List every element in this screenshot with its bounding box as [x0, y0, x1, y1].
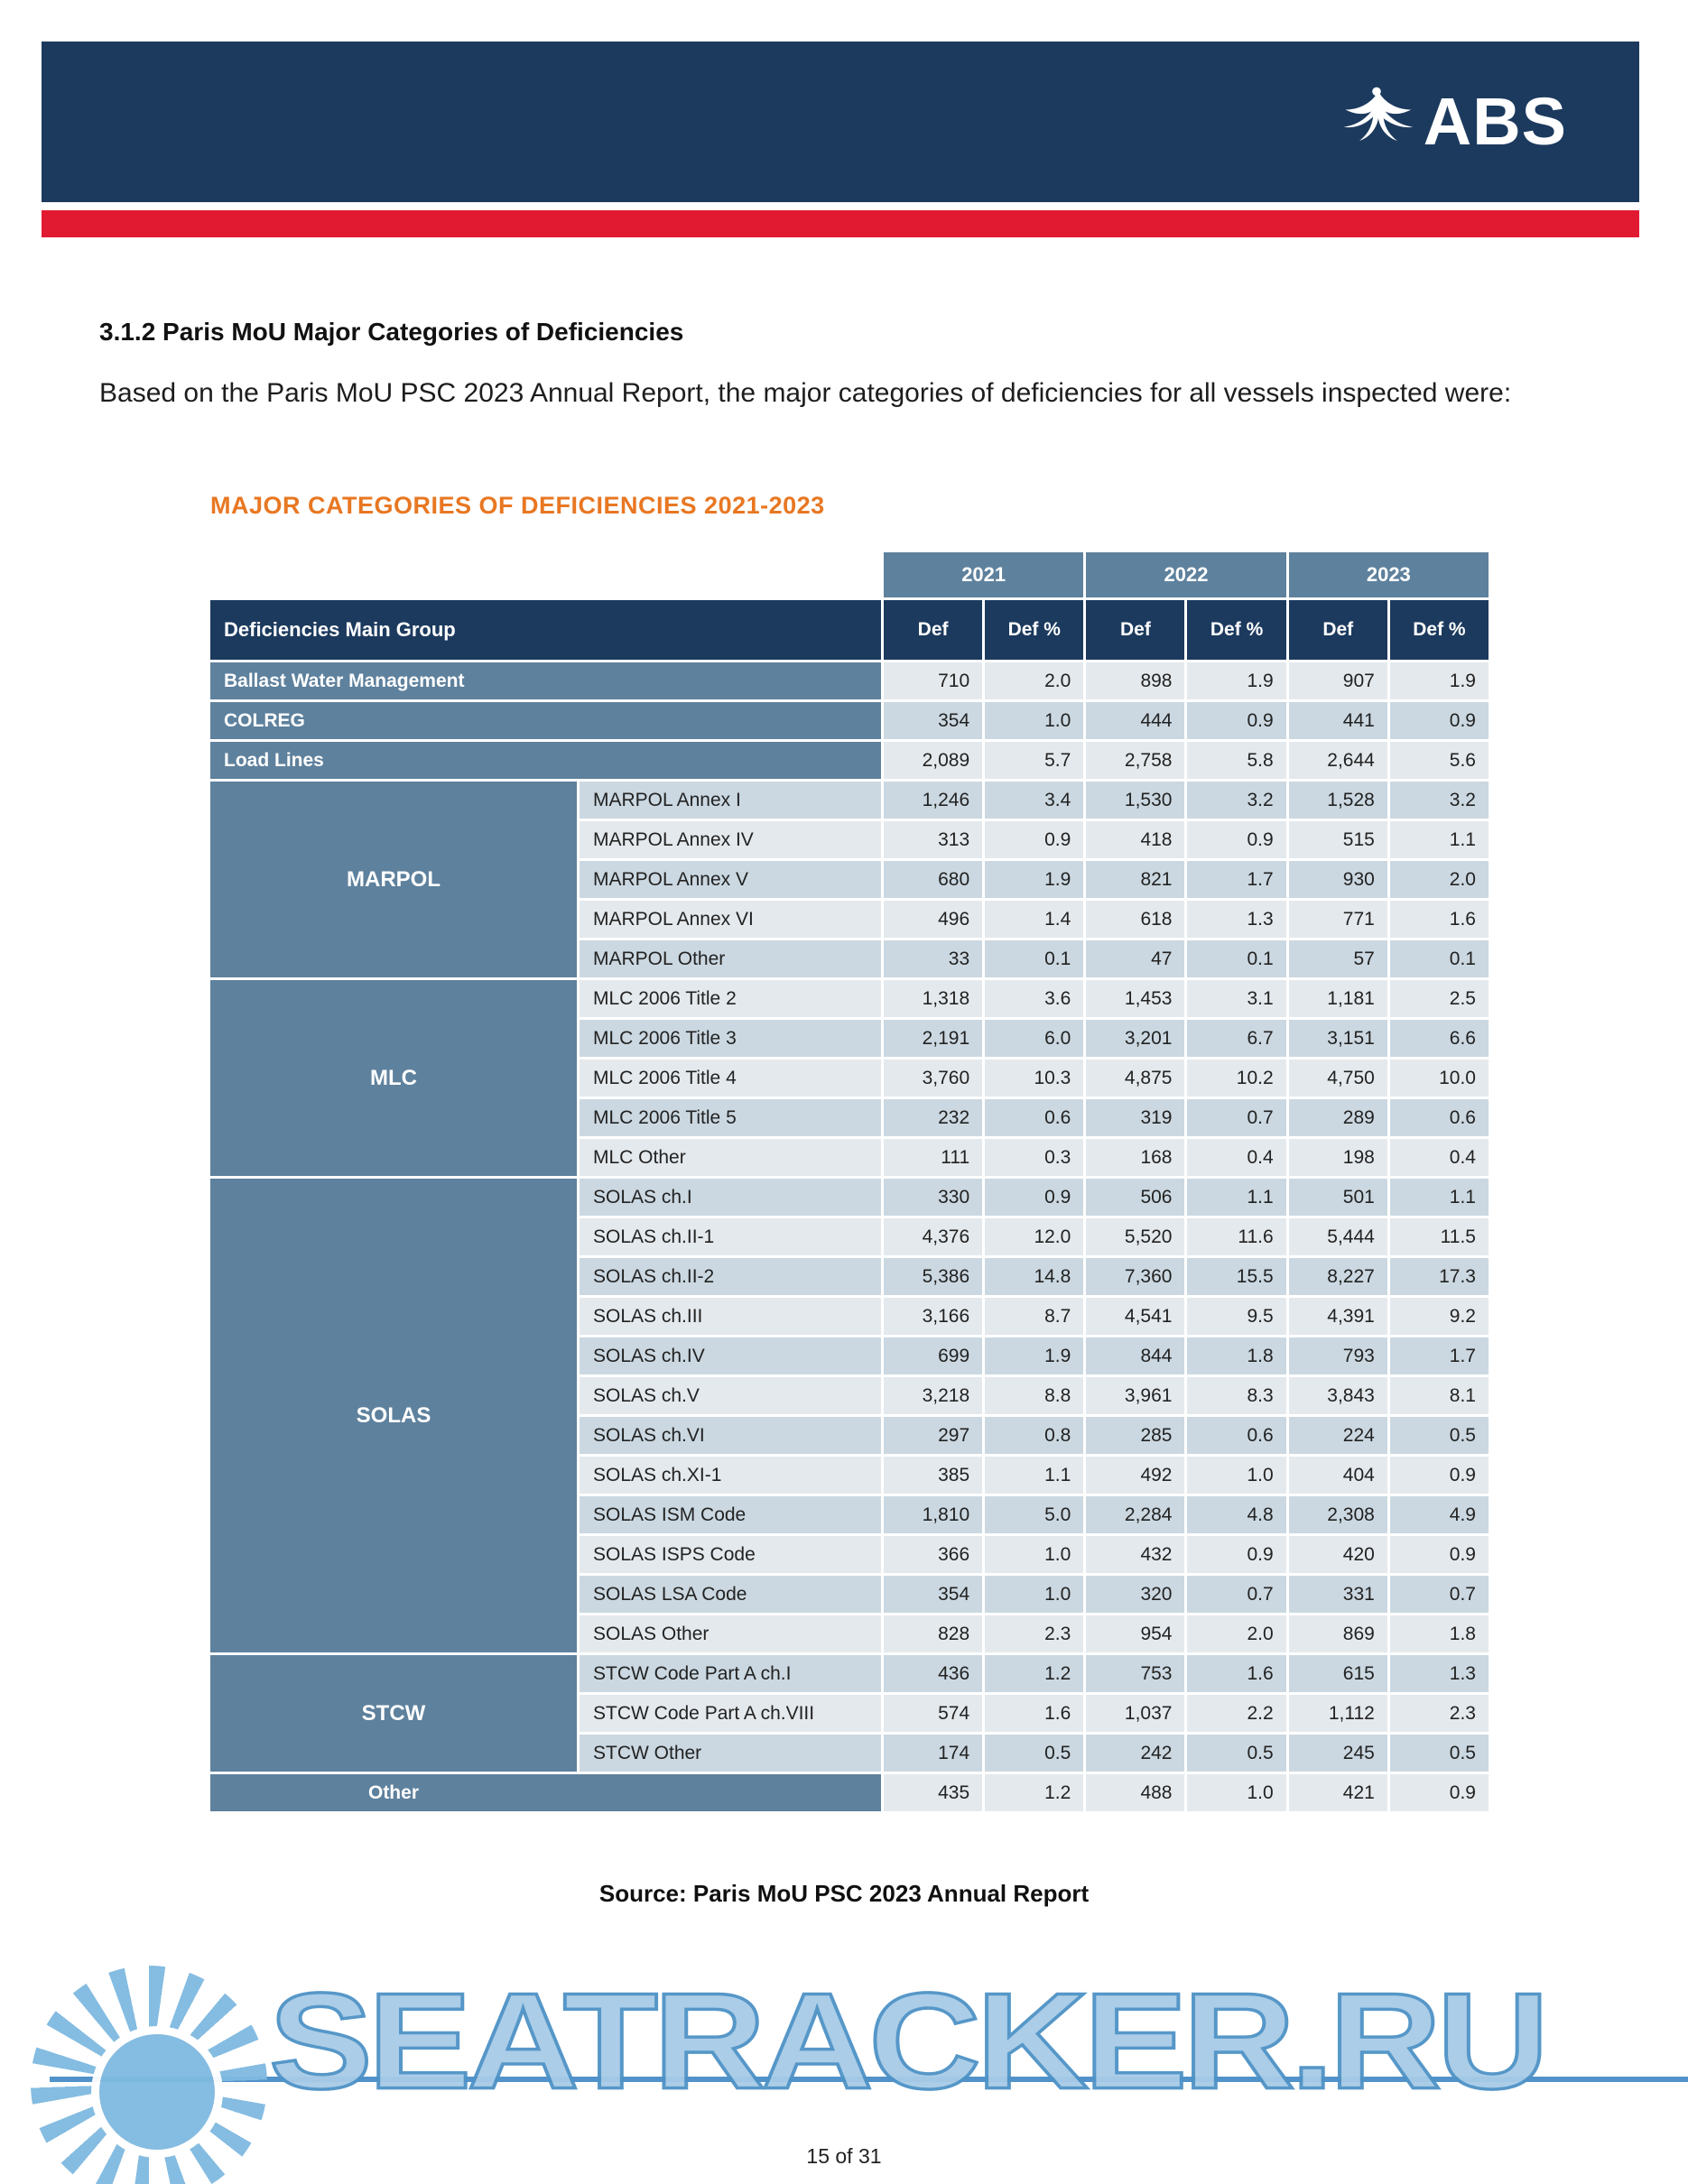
column-header-def-pct: Def % [985, 600, 1083, 660]
table-value-cell: 5.7 [985, 742, 1083, 779]
abs-eagle-logo-icon [1333, 79, 1420, 165]
table-value-cell: 1,318 [884, 980, 982, 1017]
table-value-cell: 313 [884, 821, 982, 858]
table-row-label: SOLAS ch.V [580, 1377, 881, 1414]
table-value-cell: 8.8 [985, 1377, 1083, 1414]
table-value-cell: 1.4 [985, 901, 1083, 938]
table-value-cell: 354 [884, 702, 982, 739]
table-value-cell: 574 [884, 1695, 982, 1732]
table-value-cell: 1,037 [1086, 1695, 1184, 1732]
table-value-cell: 245 [1289, 1735, 1387, 1772]
table-value-cell: 1.1 [1187, 1179, 1285, 1216]
table-value-cell: 488 [1086, 1774, 1184, 1811]
table-value-cell: 0.4 [1187, 1139, 1285, 1176]
table-value-cell: 1.3 [1187, 901, 1285, 938]
table-value-cell: 168 [1086, 1139, 1184, 1176]
table-value-cell: 1,453 [1086, 980, 1184, 1017]
column-header-def-pct: Def % [1390, 600, 1489, 660]
table-value-cell: 436 [884, 1655, 982, 1692]
table-value-cell: 496 [884, 901, 982, 938]
table-value-cell: 8,227 [1289, 1258, 1387, 1295]
table-value-cell: 2.5 [1390, 980, 1489, 1017]
table-value-cell: 0.7 [1187, 1099, 1285, 1136]
table-value-cell: 0.6 [1390, 1099, 1489, 1136]
table-row-label: STCW Code Part A ch.I [580, 1655, 881, 1692]
table-value-cell: 10.0 [1390, 1060, 1489, 1097]
watermark-text: SEATRACKER.RU [269, 1965, 1544, 2118]
table-value-cell: 0.9 [1390, 1457, 1489, 1494]
table-title: MAJOR CATEGORIES OF DEFICIENCIES 2021-2023 [210, 492, 825, 519]
table-value-cell: 441 [1289, 702, 1387, 739]
table-value-cell: 3.6 [985, 980, 1083, 1017]
table-row-label: SOLAS ch.II-1 [580, 1218, 881, 1255]
table-value-cell: 753 [1086, 1655, 1184, 1692]
table-value-cell: 224 [1289, 1417, 1387, 1454]
table-value-cell: 111 [884, 1139, 982, 1176]
table-value-cell: 5,444 [1289, 1218, 1387, 1255]
table-value-cell: 0.9 [985, 1179, 1083, 1216]
table-value-cell: 1.9 [1390, 662, 1489, 699]
table-value-cell: 421 [1289, 1774, 1387, 1811]
table-value-cell: 7,360 [1086, 1258, 1184, 1295]
table-value-cell: 1.1 [1390, 821, 1489, 858]
table-value-cell: 404 [1289, 1457, 1387, 1494]
table-row-label: SOLAS ISM Code [580, 1496, 881, 1533]
table-row-label: SOLAS ch.VI [580, 1417, 881, 1454]
table-value-cell: 0.8 [985, 1417, 1083, 1454]
table-value-cell: 4,875 [1086, 1060, 1184, 1097]
table-value-cell: 47 [1086, 940, 1184, 977]
table-row-label: MARPOL Annex IV [580, 821, 881, 858]
table-value-cell: 418 [1086, 821, 1184, 858]
table-value-cell: 930 [1289, 861, 1387, 898]
table-value-cell: 1,810 [884, 1496, 982, 1533]
table-value-cell: 1.6 [1390, 901, 1489, 938]
table-value-cell: 8.7 [985, 1298, 1083, 1335]
table-value-cell: 0.7 [1390, 1576, 1489, 1613]
sun-core [91, 2026, 223, 2158]
table-value-cell: 11.5 [1390, 1218, 1489, 1255]
table-row-label: MLC Other [580, 1139, 881, 1176]
table-corner-spacer [210, 552, 881, 597]
column-header-def-pct: Def % [1187, 600, 1285, 660]
column-header-main-group: Deficiencies Main Group [210, 600, 881, 660]
table-value-cell: 898 [1086, 662, 1184, 699]
table-value-cell: 793 [1289, 1337, 1387, 1374]
table-value-cell: 3,760 [884, 1060, 982, 1097]
table-value-cell: 330 [884, 1179, 982, 1216]
table-value-cell: 6.7 [1187, 1020, 1285, 1057]
table-value-cell: 615 [1289, 1655, 1387, 1692]
table-row-label: SOLAS ch.IV [580, 1337, 881, 1374]
table-value-cell: 285 [1086, 1417, 1184, 1454]
table-value-cell: 289 [1289, 1099, 1387, 1136]
table-value-cell: 515 [1289, 821, 1387, 858]
table-value-cell: 1,181 [1289, 980, 1387, 1017]
table-value-cell: 9.2 [1390, 1298, 1489, 1335]
table-value-cell: 1.6 [1187, 1655, 1285, 1692]
table-value-cell: 3,961 [1086, 1377, 1184, 1414]
table-value-cell: 10.2 [1187, 1060, 1285, 1097]
table-value-cell: 0.5 [985, 1735, 1083, 1772]
table-value-cell: 1,528 [1289, 782, 1387, 819]
table-value-cell: 331 [1289, 1576, 1387, 1613]
table-value-cell: 366 [884, 1536, 982, 1573]
table-value-cell: 3,201 [1086, 1020, 1184, 1057]
table-value-cell: 680 [884, 861, 982, 898]
table-row-label: SOLAS Other [580, 1615, 881, 1652]
table-value-cell: 33 [884, 940, 982, 977]
table-row-label: SOLAS ch.I [580, 1179, 881, 1216]
year-header: 2023 [1289, 552, 1489, 597]
table-value-cell: 4,750 [1289, 1060, 1387, 1097]
table-value-cell: 1.7 [1187, 861, 1285, 898]
table-value-cell: 0.4 [1390, 1139, 1489, 1176]
table-value-cell: 0.9 [1390, 1536, 1489, 1573]
table-value-cell: 1.1 [1390, 1179, 1489, 1216]
table-value-cell: 5,386 [884, 1258, 982, 1295]
table-value-cell: 1,530 [1086, 782, 1184, 819]
table-value-cell: 15.5 [1187, 1258, 1285, 1295]
table-value-cell: 232 [884, 1099, 982, 1136]
table-value-cell: 2,644 [1289, 742, 1387, 779]
table-value-cell: 17.3 [1390, 1258, 1489, 1295]
table-row-label: SOLAS ch.XI-1 [580, 1457, 881, 1494]
table-group-label: MARPOL [210, 782, 577, 977]
table-value-cell: 4.9 [1390, 1496, 1489, 1533]
table-value-cell: 2,284 [1086, 1496, 1184, 1533]
table-row-label: SOLAS ch.III [580, 1298, 881, 1335]
table-value-cell: 699 [884, 1337, 982, 1374]
table-value-cell: 5.8 [1187, 742, 1285, 779]
table-value-cell: 3,218 [884, 1377, 982, 1414]
table-value-cell: 1.9 [985, 861, 1083, 898]
table-value-cell: 0.5 [1187, 1735, 1285, 1772]
table-value-cell: 0.1 [985, 940, 1083, 977]
table-value-cell: 618 [1086, 901, 1184, 938]
red-accent-stripe [42, 210, 1639, 237]
table-value-cell: 0.3 [985, 1139, 1083, 1176]
table-row-label: COLREG [210, 702, 881, 739]
table-value-cell: 1.0 [1187, 1774, 1285, 1811]
table-value-cell: 198 [1289, 1139, 1387, 1176]
table-value-cell: 8.3 [1187, 1377, 1285, 1414]
table-value-cell: 2.3 [1390, 1695, 1489, 1732]
table-row-label: MARPOL Annex I [580, 782, 881, 819]
table-value-cell: 420 [1289, 1536, 1387, 1573]
table-value-cell: 0.6 [985, 1099, 1083, 1136]
table-value-cell: 354 [884, 1576, 982, 1613]
table-value-cell: 11.6 [1187, 1218, 1285, 1255]
table-row-label: Other [210, 1774, 881, 1811]
table-value-cell: 14.8 [985, 1258, 1083, 1295]
table-value-cell: 0.9 [1187, 821, 1285, 858]
table-value-cell: 869 [1289, 1615, 1387, 1652]
table-value-cell: 2.0 [985, 662, 1083, 699]
table-row-label: MLC 2006 Title 3 [580, 1020, 881, 1057]
table-value-cell: 0.9 [1187, 702, 1285, 739]
table-value-cell: 1.6 [985, 1695, 1083, 1732]
table-row-label: MARPOL Annex V [580, 861, 881, 898]
table-value-cell: 2.3 [985, 1615, 1083, 1652]
table-row-label: MLC 2006 Title 4 [580, 1060, 881, 1097]
table-value-cell: 1.0 [1187, 1457, 1285, 1494]
table-value-cell: 319 [1086, 1099, 1184, 1136]
table-row-label: STCW Other [580, 1735, 881, 1772]
table-value-cell: 4,391 [1289, 1298, 1387, 1335]
table-value-cell: 2,758 [1086, 742, 1184, 779]
table-value-cell: 1.0 [985, 1576, 1083, 1613]
table-value-cell: 3,166 [884, 1298, 982, 1335]
column-header-def: Def [1086, 600, 1184, 660]
table-row-label: STCW Code Part A ch.VIII [580, 1695, 881, 1732]
table-value-cell: 0.5 [1390, 1417, 1489, 1454]
table-row-label: MLC 2006 Title 2 [580, 980, 881, 1017]
table-value-cell: 1.9 [1187, 662, 1285, 699]
table-value-cell: 1,246 [884, 782, 982, 819]
table-value-cell: 4.8 [1187, 1496, 1285, 1533]
table-row-label: SOLAS LSA Code [580, 1576, 881, 1613]
table-value-cell: 0.6 [1187, 1417, 1285, 1454]
table-value-cell: 501 [1289, 1179, 1387, 1216]
table-group-label: STCW [210, 1655, 577, 1772]
table-value-cell: 506 [1086, 1179, 1184, 1216]
table-value-cell: 1.3 [1390, 1655, 1489, 1692]
table-value-cell: 5.0 [985, 1496, 1083, 1533]
table-value-cell: 3,151 [1289, 1020, 1387, 1057]
page-number: 15 of 31 [806, 2144, 882, 2168]
table-value-cell: 710 [884, 662, 982, 699]
table-value-cell: 2.0 [1390, 861, 1489, 898]
table-value-cell: 4,541 [1086, 1298, 1184, 1335]
table-row-label: Load Lines [210, 742, 881, 779]
table-value-cell: 174 [884, 1735, 982, 1772]
top-header-bar [42, 42, 1639, 202]
table-value-cell: 1.8 [1187, 1337, 1285, 1374]
table-value-cell: 1.7 [1390, 1337, 1489, 1374]
table-value-cell: 6.0 [985, 1020, 1083, 1057]
table-value-cell: 8.1 [1390, 1377, 1489, 1414]
table-value-cell: 0.9 [985, 821, 1083, 858]
table-value-cell: 5,520 [1086, 1218, 1184, 1255]
table-row-label: Ballast Water Management [210, 662, 881, 699]
table-value-cell: 0.7 [1187, 1576, 1285, 1613]
table-value-cell: 1.0 [985, 1536, 1083, 1573]
table-value-cell: 1.2 [985, 1655, 1083, 1692]
year-header: 2021 [884, 552, 1083, 597]
abs-logo [1333, 79, 1567, 165]
table-value-cell: 0.9 [1187, 1536, 1285, 1573]
table-value-cell: 297 [884, 1417, 982, 1454]
table-value-cell: 385 [884, 1457, 982, 1494]
table-value-cell: 0.5 [1390, 1735, 1489, 1772]
table-value-cell: 320 [1086, 1576, 1184, 1613]
table-value-cell: 2.2 [1187, 1695, 1285, 1732]
table-value-cell: 2,089 [884, 742, 982, 779]
column-header-def: Def [884, 600, 982, 660]
table-value-cell: 1.0 [985, 702, 1083, 739]
table-value-cell: 771 [1289, 901, 1387, 938]
table-value-cell: 12.0 [985, 1218, 1083, 1255]
table-value-cell: 57 [1289, 940, 1387, 977]
table-value-cell: 242 [1086, 1735, 1184, 1772]
table-value-cell: 3.2 [1390, 782, 1489, 819]
table-value-cell: 5.6 [1390, 742, 1489, 779]
table-value-cell: 2.0 [1187, 1615, 1285, 1652]
table-group-label: MLC [210, 980, 577, 1176]
table-value-cell: 844 [1086, 1337, 1184, 1374]
table-value-cell: 1.8 [1390, 1615, 1489, 1652]
table-row-label: SOLAS ISPS Code [580, 1536, 881, 1573]
table-value-cell: 10.3 [985, 1060, 1083, 1097]
table-value-cell: 432 [1086, 1536, 1184, 1573]
table-value-cell: 492 [1086, 1457, 1184, 1494]
table-row-label: MLC 2006 Title 5 [580, 1099, 881, 1136]
table-value-cell: 3,843 [1289, 1377, 1387, 1414]
table-group-label: SOLAS [210, 1179, 577, 1652]
abs-logo-text: ABS [1423, 84, 1567, 159]
table-value-cell: 1.2 [985, 1774, 1083, 1811]
table-value-cell: 907 [1289, 662, 1387, 699]
table-value-cell: 3.1 [1187, 980, 1285, 1017]
table-value-cell: 435 [884, 1774, 982, 1811]
intro-paragraph: Based on the Paris MoU PSC 2023 Annual Report, the major categories of deficiencies for all vessels inspected were: [99, 378, 1512, 408]
table-value-cell: 3.4 [985, 782, 1083, 819]
year-header: 2022 [1086, 552, 1285, 597]
table-value-cell: 1.9 [985, 1337, 1083, 1374]
table-value-cell: 0.1 [1390, 940, 1489, 977]
table-value-cell: 1,112 [1289, 1695, 1387, 1732]
table-value-cell: 2,191 [884, 1020, 982, 1057]
source-caption: Source: Paris MoU PSC 2023 Annual Report [598, 1880, 1090, 1907]
table-value-cell: 0.9 [1390, 1774, 1489, 1811]
table-value-cell: 444 [1086, 702, 1184, 739]
deficiencies-table [210, 552, 1489, 1811]
section-heading: 3.1.2 Paris MoU Major Categories of Deficiencies [99, 318, 684, 346]
table-value-cell: 828 [884, 1615, 982, 1652]
table-value-cell: 1.1 [985, 1457, 1083, 1494]
table-value-cell: 6.6 [1390, 1020, 1489, 1057]
table-value-cell: 821 [1086, 861, 1184, 898]
table-value-cell: 0.9 [1390, 702, 1489, 739]
table-value-cell: 2,308 [1289, 1496, 1387, 1533]
table-value-cell: 954 [1086, 1615, 1184, 1652]
table-row-label: MARPOL Annex VI [580, 901, 881, 938]
table-value-cell: 9.5 [1187, 1298, 1285, 1335]
table-value-cell: 0.1 [1187, 940, 1285, 977]
table-value-cell: 3.2 [1187, 782, 1285, 819]
table-value-cell: 4,376 [884, 1218, 982, 1255]
table-row-label: MARPOL Other [580, 940, 881, 977]
column-header-def: Def [1289, 600, 1387, 660]
table-row-label: SOLAS ch.II-2 [580, 1258, 881, 1295]
